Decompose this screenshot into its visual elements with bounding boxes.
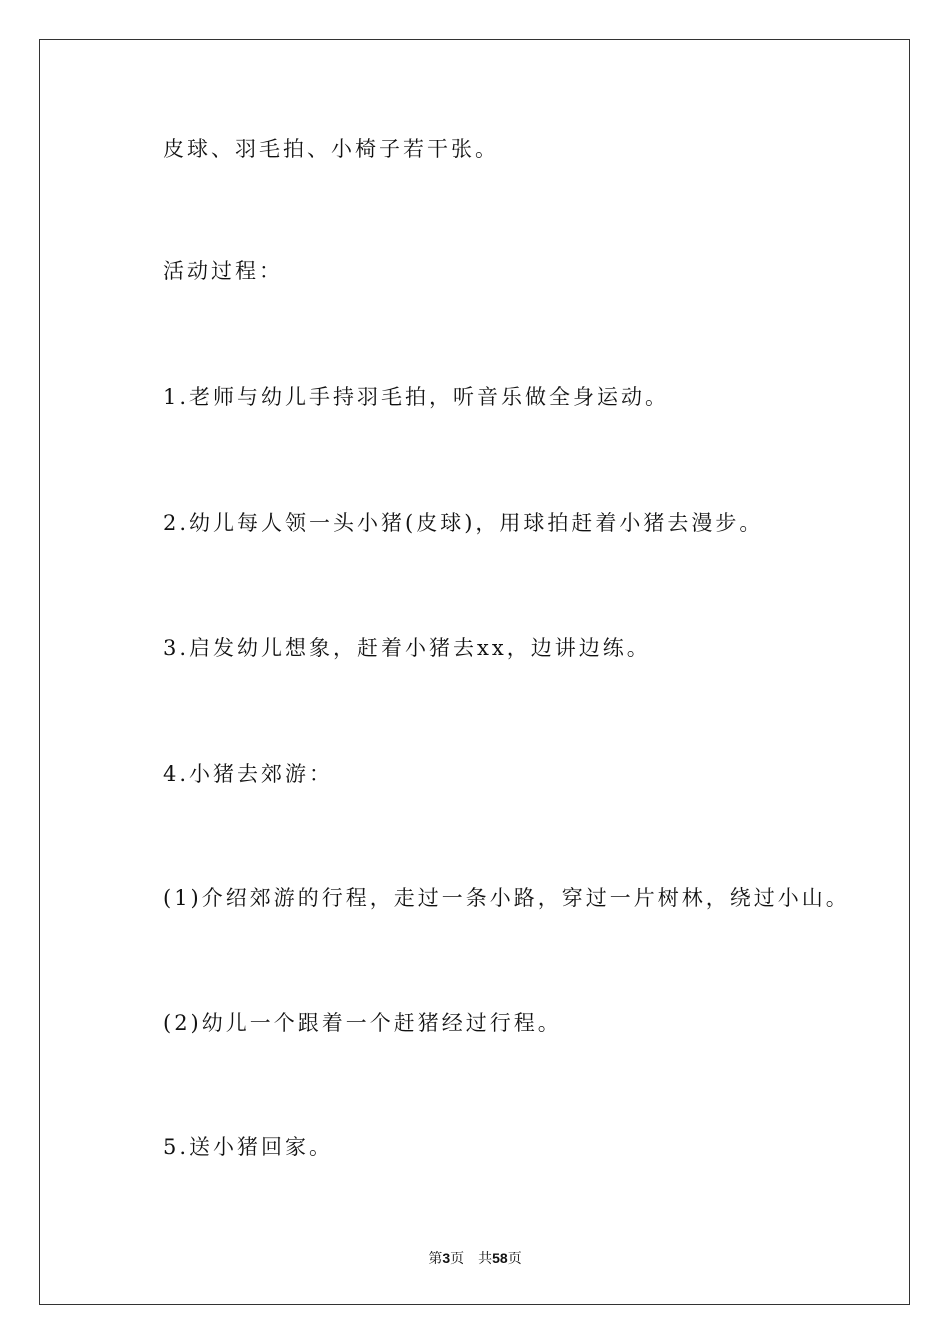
paragraph-step-3: 3.启发幼儿想象，赶着小猪去xx，边讲边练。 xyxy=(163,636,651,660)
footer-total-pages: 58 xyxy=(492,1250,508,1266)
footer-total-suffix: 页 xyxy=(507,1252,522,1267)
paragraph-substep-1: (1)介绍郊游的行程，走过一条小路，穿过一片树林，绕过小山。 xyxy=(163,886,850,910)
paragraph-step-5: 5.送小猪回家。 xyxy=(163,1135,334,1159)
footer-page-number: 3 xyxy=(442,1250,451,1266)
paragraph-process-heading: 活动过程： xyxy=(163,259,283,283)
paragraph-step-1: 1.老师与幼儿手持羽毛拍，听音乐做全身运动。 xyxy=(163,385,670,409)
paragraph-substep-2: (2)幼儿一个跟着一个赶猪经过行程。 xyxy=(163,1011,562,1035)
page-footer xyxy=(0,1248,950,1268)
paragraph-step-4: 4.小猪去郊游： xyxy=(163,762,334,786)
page-border xyxy=(39,39,910,1305)
footer-page-prefix: 第 xyxy=(428,1252,443,1267)
footer-page-suffix: 页 xyxy=(450,1252,465,1267)
footer-total-prefix: 共 xyxy=(478,1252,493,1267)
paragraph-materials: 皮球、羽毛拍、小椅子若干张。 xyxy=(163,137,499,161)
paragraph-step-2: 2.幼儿每人领一头小猪(皮球)，用球拍赶着小猪去漫步。 xyxy=(163,511,764,535)
